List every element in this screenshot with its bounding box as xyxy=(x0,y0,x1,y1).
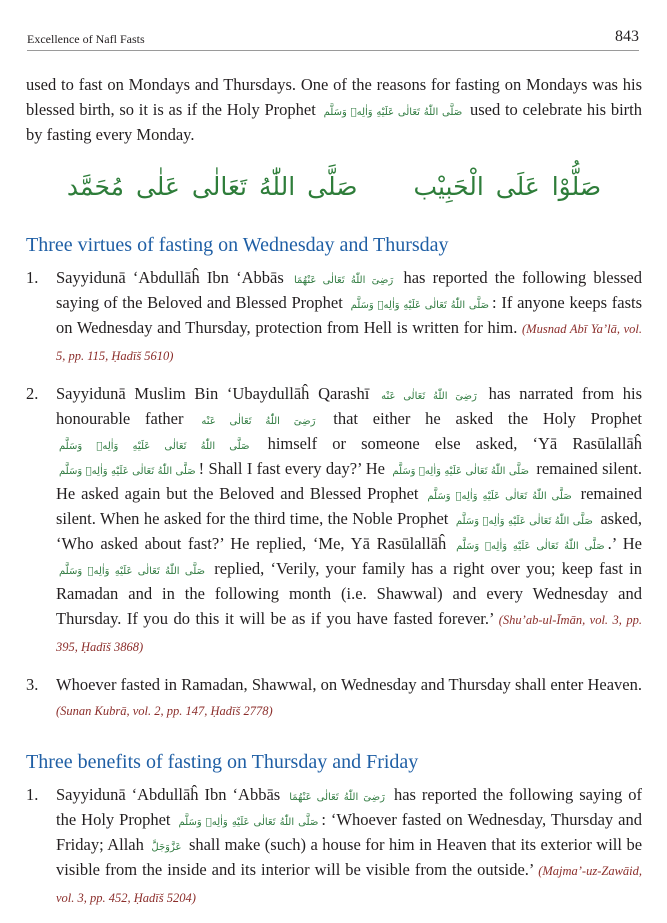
calligraphy-right: صَلُّوْا عَلَى الْحَبِيْب xyxy=(413,172,602,201)
reference: (Musnad Abī Ya’lā, vol. 5, pp. 115, Ḥadīš 5610) xyxy=(56,322,642,363)
calligraphy-left: صَلَّى اللّٰهُ تَعَالٰى عَلٰى مُحَمَّد xyxy=(66,172,358,201)
durood-calligraphy xyxy=(26,165,642,209)
intro-paragraph: used to fast on Mondays and Thursdays. One of the reasons for fasting on Mondays was his blessed birth, so it is as if the Holy Prophet صَلَّى اللّٰهُ تَعَالٰى عَلَيْهِ وَاٰلِهٖ وَسَلَّم used to celebrate his birth by fasting every Monday. xyxy=(26,75,643,144)
page-number: 843 xyxy=(615,28,639,45)
section-heading-wednesday-thursday: Three virtues of fasting on Wednesday and Thursday xyxy=(26,234,449,256)
honorific: عَزَّوَجَلَّ xyxy=(151,842,182,853)
item-number: 1. xyxy=(26,268,39,287)
honorific: صَلَّى اللّٰهُ تَعَالٰى عَلَيْهِ وَاٰلِهٖ وَسَلَّم xyxy=(59,466,196,477)
honorific: رَضِیَ اللّٰهُ تَعَالٰی عَنْه xyxy=(201,416,316,427)
honorific: صَلَّى اللّٰهُ تَعَالٰى عَلَيْهِ وَاٰلِهٖ وَسَلَّم xyxy=(59,566,206,577)
section-heading-thursday-friday: Three benefits of fasting on Thursday and Friday xyxy=(26,751,419,773)
honorific: صَلَّى اللّٰهُ تَعَالٰى عَلَيْهِ وَاٰلِهٖ وَسَلَّم xyxy=(59,441,250,452)
honorific: صَلَّى اللّٰهُ تَعَالٰى عَلَيْهِ وَاٰلِهٖ وَسَلَّم xyxy=(427,491,572,502)
reference: (Sunan Kubrā, vol. 2, pp. 147, Ḥadīš 2778) xyxy=(56,704,273,718)
honorific: رَضِیَ اللّٰهُ تَعَالٰی عَنْه xyxy=(381,391,477,402)
honorific: صَلَّى اللّٰهُ تَعَالٰى عَلَيْهِ وَاٰلِهٖ وَسَلَّم xyxy=(456,541,605,552)
item-number: 1. xyxy=(26,785,39,804)
list-item: 1. Sayyidunā ‘Abdullāĥ Ibn ‘Abbās رَضِیَ اللّٰهُ تَعَالٰی عَنْهُمَا has reported the following blessed saying of the Beloved and Blessed Prophet صَلَّى اللّٰهُ تَعَالٰى عَلَيْهِ وَاٰلِهٖ وَسَلَّم : If anyone keeps fasts on Wednesday and Thursday, protection from Hell is written for him. (Musnad Abī Ya’lā, vol. 5, pp. 115, Ḥadīš 5610) xyxy=(26,265,642,369)
honorific: صَلَّى اللّٰهُ تَعَالٰى عَلَيْهِ وَاٰلِهٖ وَسَلَّم xyxy=(350,300,490,311)
item-number: 3. xyxy=(26,675,39,694)
reference: (Shu’ab-ul-Īmān, vol. 3, pp. 395, Ḥadīš 3868) xyxy=(56,613,643,654)
honorific: صَلَّى اللّٰهُ تَعَالٰى عَلَيْهِ وَاٰلِهٖ وَسَلَّم xyxy=(178,817,319,828)
honorific: صَلَّى اللّٰهُ تَعَالٰى عَلَيْهِ وَاٰلِهٖ وَسَلَّم xyxy=(392,466,529,477)
list-item: 1. Sayyidunā ‘Abdullāĥ Ibn ‘Abbās رَضِیَ اللّٰهُ تَعَالٰی عَنْهُمَا has reported the following saying of the Holy Prophet صَلَّى اللّٰهُ تَعَالٰى عَلَيْهِ وَاٰلِهٖ وَسَلَّم : ‘Whoever fasted on Wednesday, Thursday and Friday; Allah عَزَّوَجَلَّ shall make (such) a house for him in Heaven that its exterior will be visible from the inside and its interior will be visible from the outside.’ (Majma’-uz-Zawāid, vol. 3, pp. 452, Ḥadīš 5204) xyxy=(26,782,642,911)
page-content xyxy=(26,72,642,923)
running-title: Excellence of Nafl Fasts xyxy=(27,32,145,46)
list-item: 2. Sayyidunā Muslim Bin ‘Ubaydullāĥ Qarashī رَضِیَ اللّٰهُ تَعَالٰی عَنْه has narrated from his honourable father رَضِیَ اللّٰهُ تَعَالٰی عَنْه that either he asked the Holy Prophet صَلَّى اللّٰهُ تَعَالٰى عَلَيْهِ وَاٰلِهٖ وَسَلَّم himself or someone else asked, ‘Yā Rasūlallāĥ صَلَّى اللّٰهُ تَعَالٰى عَلَيْهِ وَاٰلِهٖ وَسَلَّم ! Shall I fast every day?’ He صَلَّى اللّٰهُ تَعَالٰى عَلَيْهِ وَاٰلِهٖ وَسَلَّم remained silent. He asked again but the Beloved and Blessed Prophet صَلَّى اللّٰهُ تَعَالٰى عَلَيْهِ وَاٰلِهٖ وَسَلَّم remained silent. When he asked for the third time, the Noble Prophet صَلَّى اللّٰهُ تَعَالٰى عَلَيْهِ وَاٰلِهٖ وَسَلَّم asked, ‘Who asked about fast?’ He replied, ‘Me, Yā Rasūlallāĥ صَلَّى اللّٰهُ تَعَالٰى عَلَيْهِ وَاٰلِهٖ وَسَلَّم .’ He صَلَّى اللّٰهُ تَعَالٰى عَلَيْهِ وَاٰلِهٖ وَسَلَّم replied, ‘Verily, your family has a right over you; keep fast in Ramadan and in the following month (i.e. Shawwal) and every Wednesday and Thursday. If you do this it will be as if you have fasted forever.’ (Shu’ab-ul-Īmān, vol. 3, pp. 395, Ḥadīš 3868) xyxy=(26,381,642,660)
honorific: صَلَّى اللّٰهُ تَعَالٰى عَلَيْهِ وَاٰلِهٖ وَسَلَّم xyxy=(455,516,593,527)
item-number: 2. xyxy=(26,384,39,403)
honorific: رَضِیَ اللّٰهُ تَعَالٰی عَنْهُمَا xyxy=(293,275,394,286)
page-header xyxy=(27,28,639,51)
list-item: 3. Whoever fasted in Ramadan, Shawwal, on Wednesday and Thursday shall enter Heaven. (Sunan Kubrā, vol. 2, pp. 147, Ḥadīš 2778) xyxy=(26,672,642,724)
reference: (Majma’-uz-Zawāid, vol. 3, pp. 452, Ḥadīš 5204) xyxy=(56,864,643,905)
honorific: رَضِیَ اللّٰهُ تَعَالٰی عَنْهُمَا xyxy=(289,792,385,803)
salutation-honorific: صَلَّى اللّٰهُ تَعَالٰى عَلَيْهِ وَاٰلِهٖ وَسَلَّم xyxy=(323,107,463,118)
